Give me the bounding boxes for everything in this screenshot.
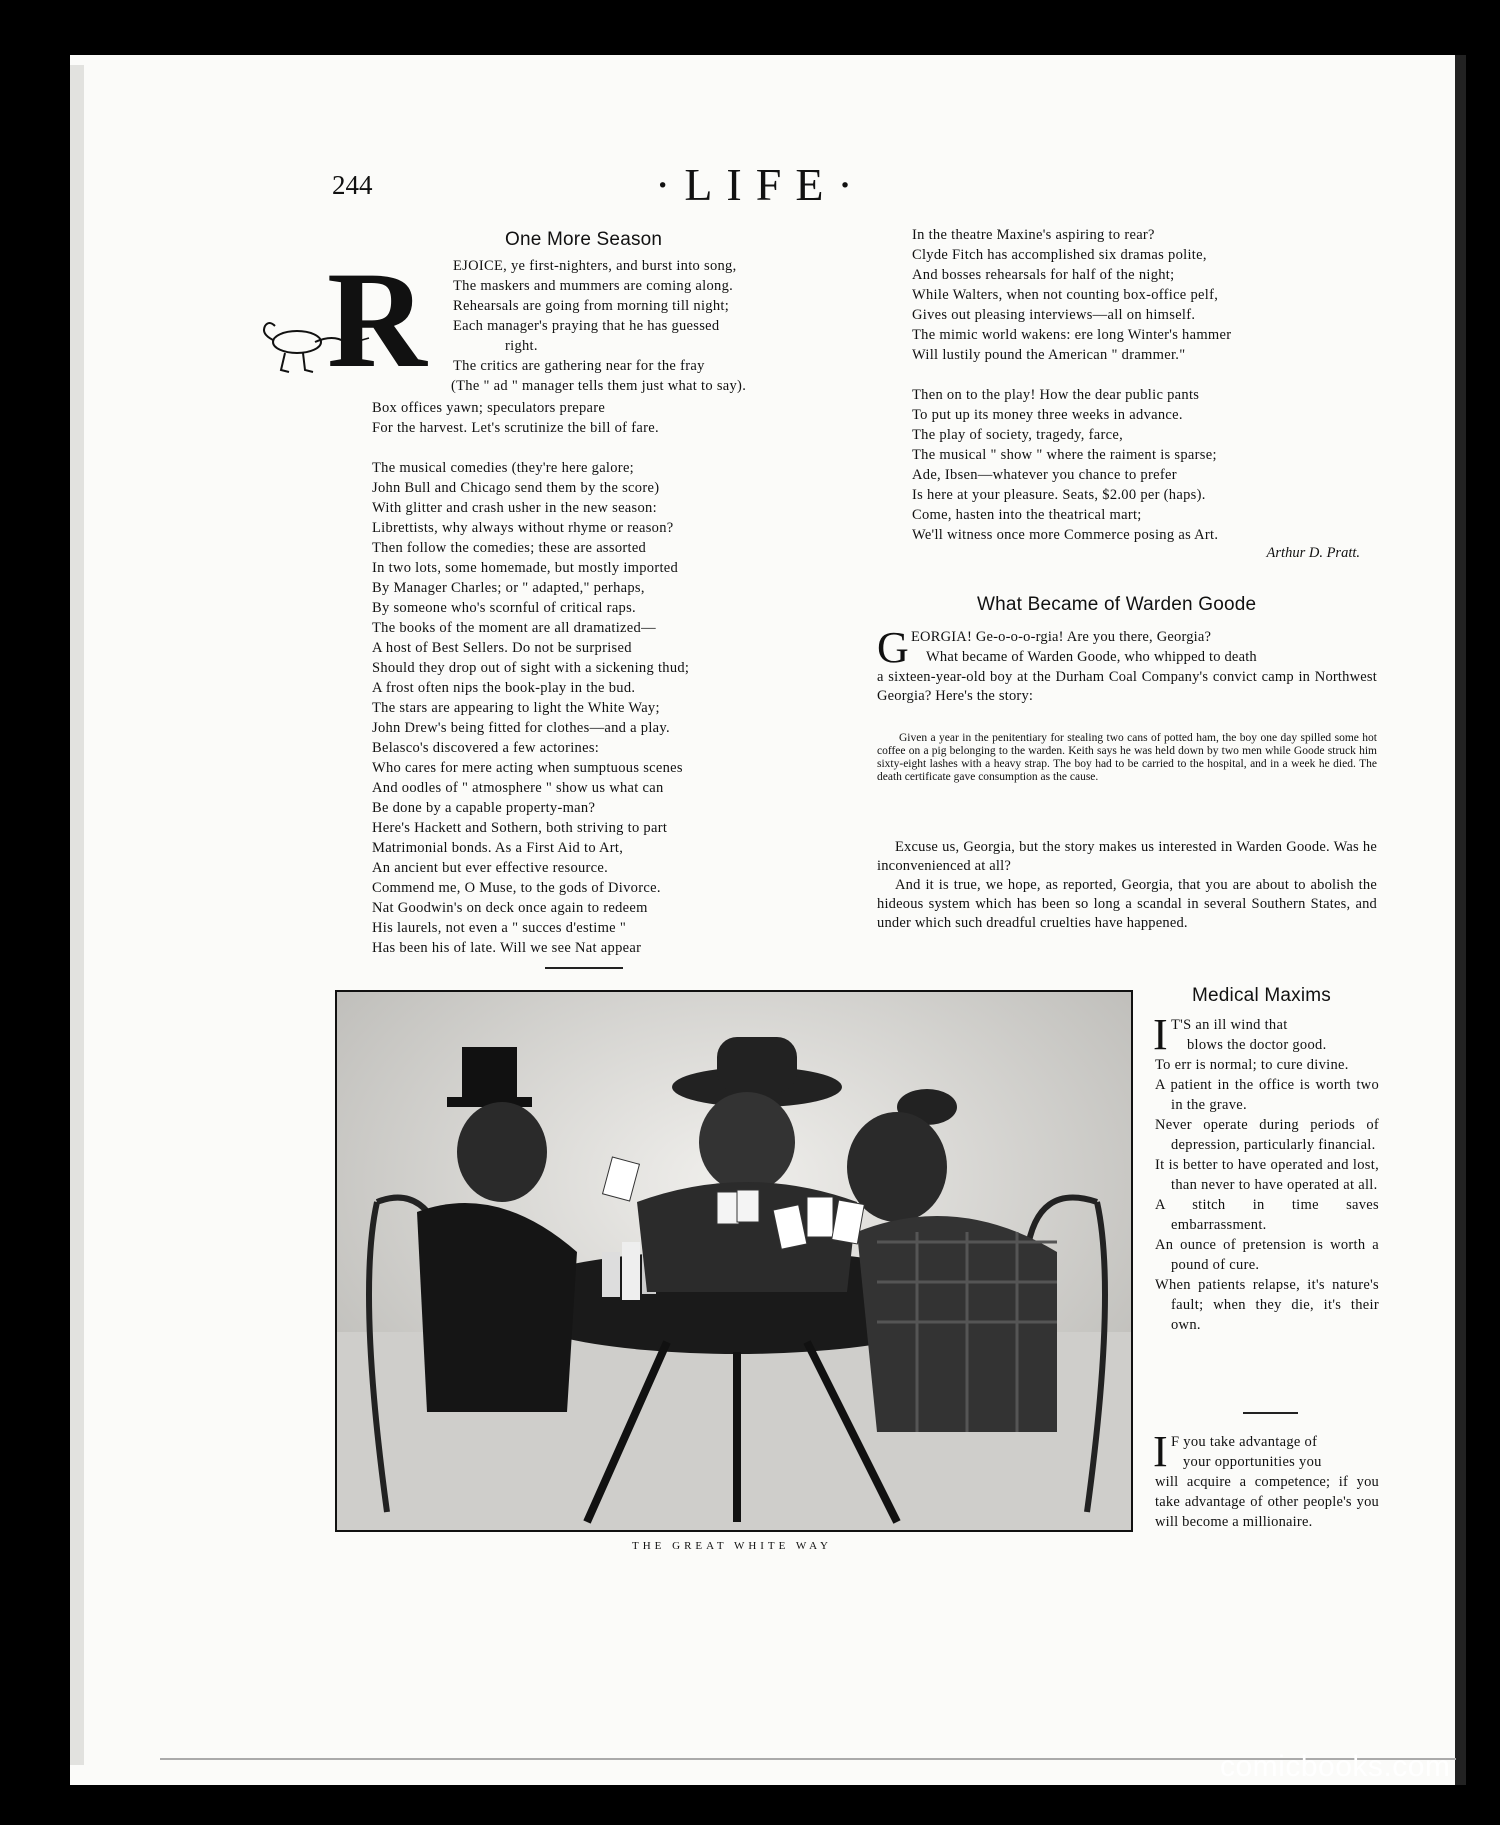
- poem-line: A host of Best Sellers. Do not be surprised: [372, 640, 632, 656]
- article-body: [877, 838, 1377, 933]
- poem-line: To put up its money three weeks in advance.: [912, 407, 1183, 423]
- poem-line: The maskers and mummers are coming along.: [453, 278, 734, 294]
- page-number: 244: [332, 170, 373, 200]
- masthead: ·LIFE·: [655, 159, 867, 210]
- poem-line: Should they drop out of sight with a sickening thud;: [372, 660, 690, 676]
- filler-drop-cap: I: [1153, 1427, 1168, 1476]
- poem-line: Has been his of late. Will we see Nat appear: [372, 940, 642, 956]
- illustration-great-white-way: [335, 990, 1133, 1532]
- poem-line: Who cares for mere acting when sumptuous scenes: [372, 760, 683, 776]
- site-watermark: comicbooks.com: [1220, 1750, 1451, 1783]
- poem-line: John Bull and Chicago send them by the score): [372, 480, 660, 496]
- maxims-list: [1155, 1055, 1379, 1335]
- article-paragraph: And it is true, we hope, as reported, Georgia, that you are about to abolish the hideous system which has been so long a scandal in several Southern States, and under which such dreadful cruelties have happened.: [877, 877, 1377, 931]
- poem-line: Belasco's discovered a few actorines:: [372, 740, 600, 756]
- poem-line: And bosses rehearsals for half of the night;: [912, 267, 1175, 283]
- article-text: a sixteen-year-old boy at the Durham Coal Company's convict camp in Northwest Georgia? Here's the story:: [877, 669, 1377, 704]
- maxims-drop-cap: I: [1153, 1010, 1168, 1059]
- stanza-break: [372, 438, 689, 458]
- poem-line: Come, hasten into the theatrical mart;: [912, 507, 1142, 523]
- section-rule: [1243, 1412, 1298, 1414]
- poem-signature: Arthur D. Pratt.: [1266, 545, 1360, 561]
- maxim-line: blows the doctor good.: [1187, 1037, 1327, 1053]
- poem-line: By someone who's scornful of critical raps.: [372, 600, 636, 616]
- section-rule: [545, 967, 623, 969]
- poem-line: With glitter and crash usher in the new season:: [372, 500, 657, 516]
- poem-line: Rehearsals are going from morning till night;: [453, 298, 730, 314]
- poem-right-column: [912, 225, 1231, 545]
- poem-line: The books of the moment are all dramatized—: [372, 620, 656, 636]
- stanza-break: [912, 365, 1231, 385]
- poem-line: And oodles of " atmosphere " show us what can: [372, 780, 664, 796]
- poem-line: In two lots, some homemade, but mostly imported: [372, 560, 679, 576]
- poem-line: John Drew's being fitted for clothes—and a play.: [372, 720, 670, 736]
- maxims-title: Medical Maxims: [1192, 985, 1331, 1006]
- poem-line: Clyde Fitch has accomplished six dramas polite,: [912, 247, 1207, 263]
- poem-line: His laurels, not even a " succes d'estime ": [372, 920, 627, 936]
- poem-line: The stars are appearing to light the White Way;: [372, 700, 660, 716]
- maxim-item: A stitch in time saves embarrassment.: [1155, 1197, 1379, 1233]
- poem-line: By Manager Charles; or " adapted," perhaps,: [372, 580, 645, 596]
- poem-line: The play of society, tragedy, farce,: [912, 427, 1124, 443]
- poem-line: Is here at your pleasure. Seats, $2.00 per (haps).: [912, 487, 1206, 503]
- poem-line: Here's Hackett and Sothern, both striving to part: [372, 820, 668, 836]
- maxim-item: A patient in the office is worth two in the grave.: [1155, 1077, 1379, 1113]
- maxims-opening: [1171, 1015, 1379, 1055]
- article-title: What Became of Warden Goode: [977, 594, 1257, 615]
- poem-line: The critics are gathering near for the fray: [453, 358, 705, 374]
- poem-line: right.: [505, 338, 538, 354]
- poem-line: Then follow the comedies; these are assorted: [372, 540, 647, 556]
- poem-line: Each manager's praying that he has guessed: [453, 318, 720, 334]
- news-quote: [877, 732, 1377, 784]
- poem-line: The mimic world wakens: ere long Winter's hammer: [912, 327, 1232, 343]
- poem-line: A frost often nips the book-play in the bud.: [372, 680, 636, 696]
- article-intro-line1: [911, 628, 1377, 647]
- filler-line: F you take advantage of: [1171, 1434, 1318, 1450]
- scan-border: [1466, 55, 1500, 1785]
- article-text: EORGIA! Ge-o-o-o-rgia! Are you there, Georgia?: [911, 629, 1212, 645]
- filler-line: your opportunities you: [1183, 1454, 1322, 1470]
- poem-line: Commend me, O Muse, to the gods of Divorce.: [372, 880, 661, 896]
- maxim-line: T'S an ill wind that: [1171, 1017, 1288, 1033]
- poem-line: Matrimonial bonds. As a First Aid to Art,: [372, 840, 624, 856]
- maxim-item: To err is normal; to cure divine.: [1155, 1057, 1349, 1073]
- poem-drop-cap: R: [327, 243, 427, 396]
- quote-text: Given a year in the penitentiary for stealing two cans of potted ham, the boy one day spilled some hot coffee on a pig belonging to the warden. Keith says he was held down by two men while Goode struck him sixty-eight lashes with a heavy strap. The boy had to be carried to the hospital, and in a week he died. The death certificate gave consumption as the cause.: [877, 732, 1377, 783]
- maxim-item: When patients relapse, it's nature's fault; when they die, it's their own.: [1155, 1277, 1379, 1333]
- poem-line: In the theatre Maxine's aspiring to rear?: [912, 227, 1155, 243]
- poem-line: Nat Goodwin's on deck once again to redeem: [372, 900, 648, 916]
- maxim-item: An ounce of pretension is worth a pound of cure.: [1155, 1237, 1379, 1273]
- poem-line: Be done by a capable property-man?: [372, 800, 596, 816]
- poem-line: Then on to the play! How the dear public pants: [912, 387, 1200, 403]
- poem-left-column: [372, 398, 689, 958]
- poem-line: Ade, Ibsen—whatever you chance to prefer: [912, 467, 1177, 483]
- article-text: What became of Warden Goode, who whipped to death: [926, 649, 1257, 665]
- poem-line: For the harvest. Let's scrutinize the bill of fare.: [372, 420, 659, 436]
- poem-line: While Walters, when not counting box-office pelf,: [912, 287, 1219, 303]
- article-intro-line2: [926, 648, 1377, 667]
- poem-line: The musical " show " where the raiment is sparse;: [912, 447, 1217, 463]
- poem-line: The musical comedies (they're here galore;: [372, 460, 635, 476]
- page-gutter: [70, 65, 84, 1765]
- filler-text: will acquire a competence; if you take advantage of other people's you will become a millionaire.: [1155, 1474, 1379, 1530]
- article-paragraph: Excuse us, Georgia, but the story makes us interested in Warden Goode. Was he inconvenienced at all?: [877, 839, 1377, 874]
- maxim-item: It is better to have operated and lost, than never to have operated at all.: [1155, 1157, 1379, 1193]
- article-intro-rest: [877, 668, 1377, 706]
- filler-paragraph: [1155, 1472, 1379, 1532]
- poker-monkeys-illustration-icon: [337, 992, 1131, 1530]
- poem-line: Gives out pleasing interviews—all on himself.: [912, 307, 1196, 323]
- poem-line: (The " ad " manager tells them just what to say).: [451, 378, 747, 394]
- poem-line: EJOICE, ye first-nighters, and burst into song,: [453, 258, 737, 274]
- poem-title: One More Season: [505, 229, 663, 250]
- poem-line: We'll witness once more Commerce posing as Art.: [912, 527, 1219, 543]
- maxim-item: Never operate during periods of depression, particularly financial.: [1155, 1117, 1379, 1153]
- poem-line: Librettists, why always without rhyme or reason?: [372, 520, 674, 536]
- poem-line: An ancient but ever effective resource.: [372, 860, 609, 876]
- poem-line: Box offices yawn; speculators prepare: [372, 400, 606, 416]
- illustration-caption: THE GREAT WHITE WAY: [632, 1540, 832, 1552]
- poem-opening-lines: [453, 256, 746, 396]
- poem-line: Will lustily pound the American " drammer.": [912, 347, 1186, 363]
- article-drop-cap: G: [877, 623, 909, 672]
- filler-opening: [1171, 1432, 1379, 1472]
